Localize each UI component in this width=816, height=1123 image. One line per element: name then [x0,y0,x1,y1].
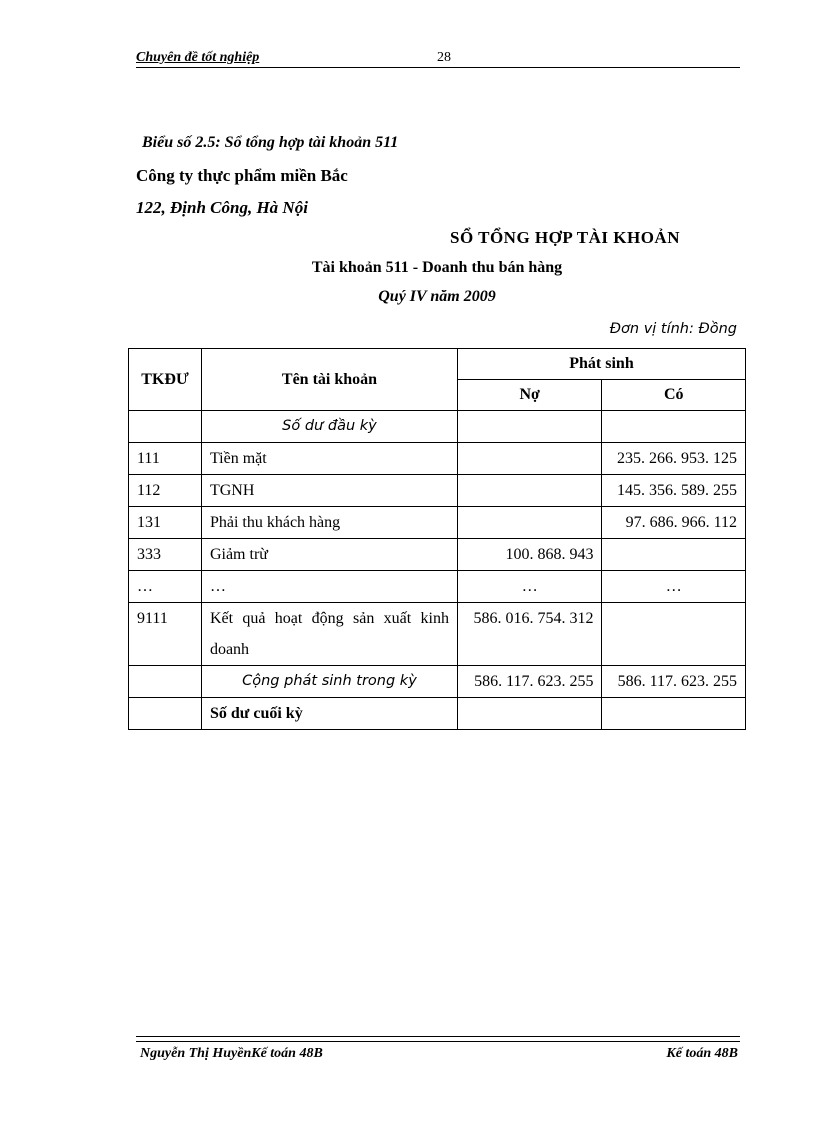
footer-course: Kế toán 48B [666,1046,738,1061]
cell-credit: 586. 117. 623. 255 [602,666,746,698]
cell-name: Số dư cuối kỳ [201,698,457,730]
col-header-name: Tên tài khoản [201,349,457,411]
cell-credit [602,411,746,443]
cell-account: 112 [129,475,202,507]
table-row [129,539,746,571]
cell-account: 9111 [129,603,202,666]
cell-name: Tiền mặt [201,443,457,475]
col-header-credit: Có [602,380,746,411]
table-row [129,571,746,603]
table-row [129,507,746,539]
cell-account: … [129,571,202,603]
cell-debit: 586. 016. 754. 312 [457,603,602,666]
cell-name: Số dư đầu kỳ [201,411,457,443]
cell-credit: 97. 686. 966. 112 [602,507,746,539]
table-row [129,475,746,507]
cell-account: 333 [129,539,202,571]
cell-account [129,698,202,730]
cell-credit [602,603,746,666]
cell-debit: 586. 117. 623. 255 [457,666,602,698]
document-subtitle: Tài khoản 511 - Doanh thu bán hàng [311,259,563,276]
page-header [136,49,740,68]
cell-credit [602,698,746,730]
cell-name: TGNH [201,475,457,507]
cell-debit [457,698,602,730]
footer-author: Nguyễn Thị HuyềnKế toán 48B [140,1046,323,1061]
cell-debit: … [457,571,602,603]
header-title: Chuyên đề tốt nghiệp [136,50,260,65]
company-name: Công ty thực phẩm miền Bắc [136,166,348,185]
cell-debit [457,507,602,539]
currency-unit: Đơn vị tính: Đồng [609,321,737,337]
footer-rule [136,1036,740,1042]
table-row [129,411,746,443]
table-row [129,443,746,475]
cell-name: Cộng phát sinh trong kỳ [201,666,457,698]
table-row [129,698,746,730]
ledger-table [128,348,746,730]
document-period: Quý IV năm 2009 [378,288,496,305]
cell-debit [457,475,602,507]
cell-account [129,411,202,443]
col-header-account: TKĐƯ [129,349,202,411]
cell-debit [457,443,602,475]
cell-credit: 145. 356. 589. 255 [602,475,746,507]
cell-account: 111 [129,443,202,475]
col-header-debit: Nợ [457,380,602,411]
document-title: SỔ TỔNG HỢP TÀI KHOẢN [450,228,680,247]
cell-name: … [201,571,457,603]
table-row [129,666,746,698]
cell-credit [602,539,746,571]
col-header-group: Phát sinh [457,349,745,380]
table-caption: Biểu số 2.5: Sổ tổng hợp tài khoản 511 [142,134,399,151]
cell-credit: 235. 266. 953. 125 [602,443,746,475]
table-row [129,603,746,666]
cell-name: Phải thu khách hàng [201,507,457,539]
company-address: 122, Định Công, Hà Nội [136,198,308,217]
cell-credit: … [602,571,746,603]
cell-name: Giảm trừ [201,539,457,571]
page-number: 28 [437,50,451,65]
cell-name: Kết quả hoạt động sản xuất kinh doanh [201,603,457,666]
cell-account [129,666,202,698]
cell-account: 131 [129,507,202,539]
cell-debit: 100. 868. 943 [457,539,602,571]
cell-debit [457,411,602,443]
